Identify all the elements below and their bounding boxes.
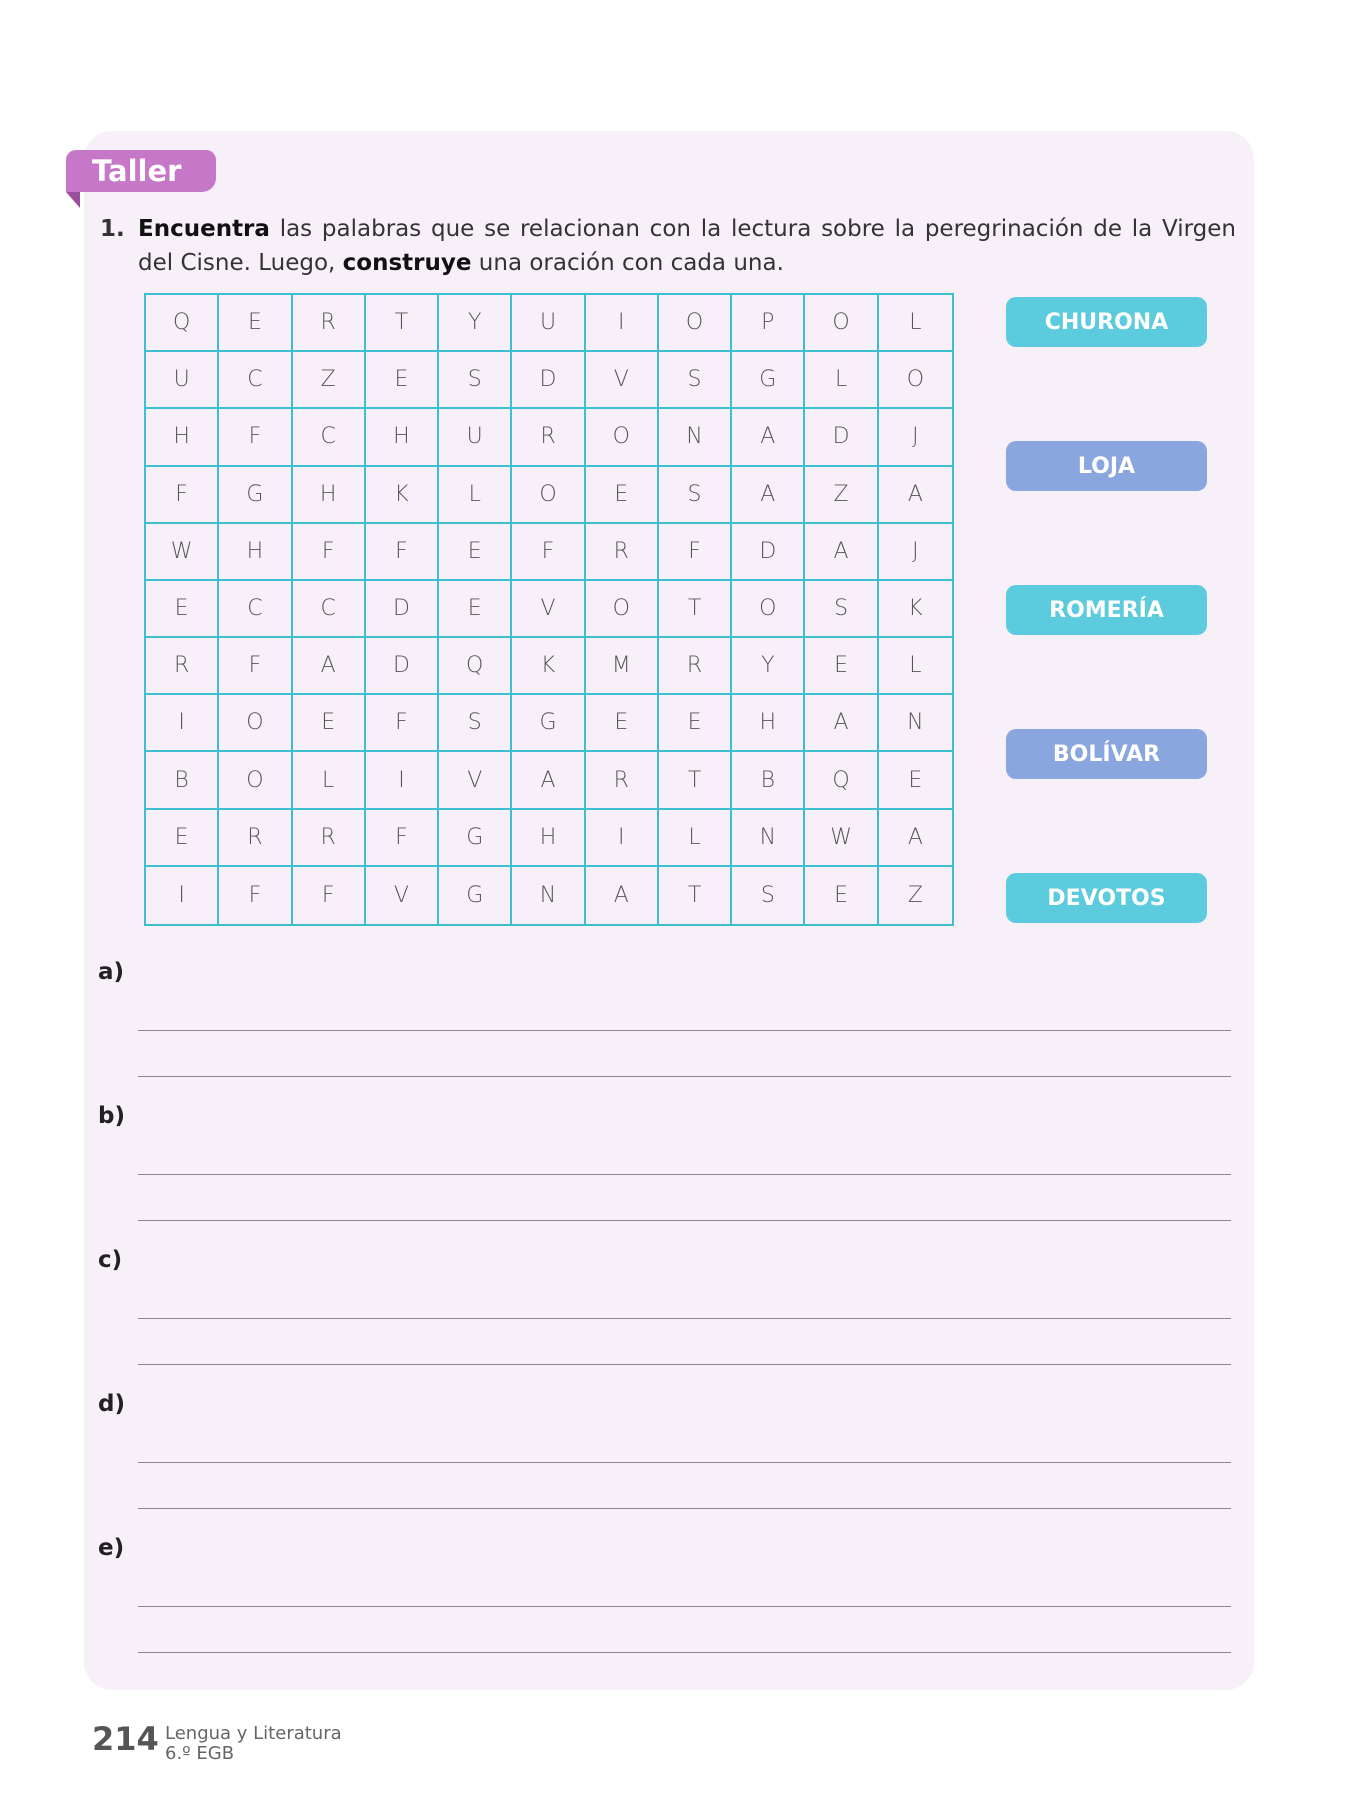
grid-cell[interactable]: N bbox=[879, 695, 952, 752]
grid-cell[interactable]: D bbox=[805, 409, 878, 466]
grid-cell[interactable]: W bbox=[805, 810, 878, 867]
word-label: LOJA bbox=[1006, 441, 1207, 491]
grid-cell[interactable]: F bbox=[146, 467, 219, 524]
grid-cell[interactable]: I bbox=[366, 752, 439, 809]
answer-label: c) bbox=[98, 1247, 123, 1273]
grid-cell[interactable]: R bbox=[293, 810, 366, 867]
grid-cell[interactable]: U bbox=[146, 352, 219, 409]
answer-line[interactable] bbox=[138, 1174, 1231, 1175]
exercise-instruction bbox=[100, 212, 1236, 280]
grid-cell[interactable]: O bbox=[219, 695, 292, 752]
grid-cell[interactable]: E bbox=[439, 581, 512, 638]
exercise-number: 1. bbox=[100, 216, 125, 242]
answer-line[interactable] bbox=[138, 1076, 1231, 1077]
answer-line[interactable] bbox=[138, 1318, 1231, 1319]
grid-cell[interactable]: A bbox=[293, 638, 366, 695]
grid-cell[interactable]: R bbox=[512, 409, 585, 466]
grid-cell[interactable]: H bbox=[219, 524, 292, 581]
grid-cell[interactable]: J bbox=[879, 409, 952, 466]
grid-cell[interactable]: O bbox=[732, 581, 805, 638]
grid-cell[interactable]: V bbox=[439, 752, 512, 809]
grid-cell[interactable]: Q bbox=[146, 295, 219, 352]
grid-cell[interactable]: T bbox=[659, 581, 732, 638]
grid-cell[interactable]: S bbox=[659, 352, 732, 409]
grid-cell[interactable]: B bbox=[146, 752, 219, 809]
grid-cell[interactable]: R bbox=[146, 638, 219, 695]
exercise-text-part2: una oración con cada una. bbox=[471, 250, 784, 276]
grid-cell[interactable]: Q bbox=[805, 752, 878, 809]
grid-cell[interactable]: B bbox=[732, 752, 805, 809]
tab-fold-decoration bbox=[66, 192, 80, 208]
grid-cell[interactable]: F bbox=[659, 524, 732, 581]
grid-cell[interactable]: K bbox=[512, 638, 585, 695]
answer-label: a) bbox=[98, 959, 125, 985]
grid-cell[interactable]: T bbox=[659, 867, 732, 924]
exercise-text-part1: las palabras que se relacionan con la lectura sobre la peregrinación de la Virgen del Cisne. Luego, bbox=[138, 216, 1236, 276]
grid-cell[interactable]: U bbox=[512, 295, 585, 352]
grid-cell[interactable]: D bbox=[366, 581, 439, 638]
grid-cell[interactable]: I bbox=[146, 867, 219, 924]
grid-cell[interactable]: A bbox=[732, 467, 805, 524]
grid-cell[interactable]: F bbox=[219, 867, 292, 924]
grid-cell[interactable]: E bbox=[659, 695, 732, 752]
grid-cell[interactable]: A bbox=[805, 695, 878, 752]
grid-cell[interactable]: O bbox=[805, 295, 878, 352]
answer-label: e) bbox=[98, 1535, 125, 1561]
page-number: 214 bbox=[92, 1720, 159, 1758]
grid-cell[interactable]: W bbox=[146, 524, 219, 581]
grid-cell[interactable]: L bbox=[879, 638, 952, 695]
grid-cell[interactable]: Z bbox=[293, 352, 366, 409]
grid-cell[interactable]: E bbox=[805, 638, 878, 695]
grid-cell[interactable]: G bbox=[732, 352, 805, 409]
exercise-text bbox=[138, 212, 1236, 280]
grid-cell[interactable]: N bbox=[732, 810, 805, 867]
exercise-verb-find: Encuentra bbox=[138, 216, 270, 242]
grid-cell[interactable]: Y bbox=[732, 638, 805, 695]
grid-cell[interactable]: G bbox=[439, 810, 512, 867]
grid-cell[interactable]: Z bbox=[907, 882, 923, 908]
grid-cell[interactable]: C bbox=[293, 581, 366, 638]
answer-label: d) bbox=[98, 1391, 125, 1417]
grid-cell[interactable]: O bbox=[879, 352, 952, 409]
grid-cell[interactable]: R bbox=[659, 638, 732, 695]
answer-line[interactable] bbox=[138, 1220, 1231, 1221]
grid-cell[interactable]: D bbox=[366, 638, 439, 695]
grid-cell[interactable]: R bbox=[293, 295, 366, 352]
grid-cell[interactable]: L bbox=[879, 295, 952, 352]
answer-line[interactable] bbox=[138, 1364, 1231, 1365]
grid-cell[interactable]: F bbox=[293, 867, 366, 924]
grid-cell[interactable]: D bbox=[732, 524, 805, 581]
grid-cell[interactable]: V bbox=[366, 867, 439, 924]
grid-cell[interactable]: E bbox=[366, 352, 439, 409]
grid-cell[interactable]: O bbox=[659, 295, 732, 352]
grid-cell[interactable]: O bbox=[586, 409, 659, 466]
grid-cell[interactable]: F bbox=[293, 524, 366, 581]
grid-cell[interactable]: U bbox=[439, 409, 512, 466]
grid-cell[interactable]: Z bbox=[805, 467, 878, 524]
workshop-tab bbox=[66, 150, 216, 192]
word-label: ROMERÍA bbox=[1006, 585, 1207, 635]
word-label: CHURONA bbox=[1006, 297, 1207, 347]
grid-cell[interactable]: F bbox=[219, 638, 292, 695]
grid-cell[interactable]: E bbox=[805, 867, 878, 924]
grid-cell[interactable]: V bbox=[512, 581, 585, 638]
word-label: BOLÍVAR bbox=[1006, 729, 1207, 779]
grid-cell[interactable]: J bbox=[879, 524, 952, 581]
grid-cell[interactable]: L bbox=[439, 467, 512, 524]
grid-cell[interactable]: R bbox=[219, 810, 292, 867]
grid-cell[interactable]: C bbox=[219, 581, 292, 638]
grid-cell[interactable]: L bbox=[293, 752, 366, 809]
grid-cell[interactable]: E bbox=[439, 524, 512, 581]
grid-cell[interactable]: A bbox=[879, 467, 952, 524]
answer-line[interactable] bbox=[138, 1606, 1231, 1607]
answer-line[interactable] bbox=[138, 1652, 1231, 1653]
answer-line[interactable] bbox=[138, 1508, 1231, 1509]
grid-cell[interactable]: E bbox=[586, 695, 659, 752]
grid-cell[interactable]: N bbox=[659, 409, 732, 466]
grid-cell[interactable]: O bbox=[586, 581, 659, 638]
grid-cell[interactable]: S bbox=[439, 352, 512, 409]
grid-cell[interactable]: A bbox=[586, 867, 659, 924]
grid-cell[interactable]: A bbox=[805, 524, 878, 581]
grid-cell[interactable]: T bbox=[366, 295, 439, 352]
grid-cell[interactable]: C bbox=[293, 409, 366, 466]
grid-cell[interactable]: E bbox=[586, 467, 659, 524]
grid-cell[interactable]: E bbox=[146, 810, 219, 867]
grid-cell[interactable]: S bbox=[732, 867, 805, 924]
exercise-verb-build: construye bbox=[342, 250, 472, 276]
grid-cell[interactable]: E bbox=[219, 295, 292, 352]
answer-line[interactable] bbox=[138, 1462, 1231, 1463]
grid-cell[interactable]: A bbox=[732, 409, 805, 466]
grid-cell[interactable]: V bbox=[586, 352, 659, 409]
grid-cell[interactable]: I bbox=[586, 810, 659, 867]
grid-cell[interactable]: R bbox=[586, 524, 659, 581]
grid-cell[interactable]: P bbox=[732, 295, 805, 352]
answer-label: b) bbox=[98, 1103, 125, 1129]
grid-cell[interactable]: E bbox=[879, 752, 952, 809]
grid-cell[interactable]: L bbox=[659, 810, 732, 867]
grid-cell[interactable]: E bbox=[146, 581, 219, 638]
grid-cell[interactable]: K bbox=[879, 581, 952, 638]
grade-level: 6.º EGB bbox=[165, 1743, 235, 1764]
grid-cell[interactable]: H bbox=[293, 467, 366, 524]
grid-cell[interactable]: F bbox=[366, 524, 439, 581]
grid-cell[interactable]: O bbox=[219, 752, 292, 809]
grid-cell[interactable]: H bbox=[512, 810, 585, 867]
grid-cell[interactable]: C bbox=[219, 352, 292, 409]
word-search-grid bbox=[144, 293, 954, 926]
grid-cell[interactable]: R bbox=[586, 752, 659, 809]
subject-name: Lengua y Literatura bbox=[165, 1723, 342, 1744]
grid-cell[interactable]: T bbox=[659, 752, 732, 809]
word-label: DEVOTOS bbox=[1006, 873, 1207, 923]
grid-cell[interactable]: M bbox=[586, 638, 659, 695]
grid-cell[interactable]: S bbox=[659, 467, 732, 524]
grid-cell[interactable]: I bbox=[146, 695, 219, 752]
grid-cell[interactable]: H bbox=[366, 409, 439, 466]
grid-cell[interactable]: D bbox=[512, 352, 585, 409]
grid-cell[interactable]: S bbox=[805, 581, 878, 638]
grid-cell[interactable]: A bbox=[512, 752, 585, 809]
answer-line[interactable] bbox=[138, 1030, 1231, 1031]
grid-cell[interactable]: I bbox=[586, 295, 659, 352]
footer-subject bbox=[165, 1724, 342, 1764]
grid-cell[interactable]: A bbox=[879, 810, 952, 867]
grid-cell[interactable]: O bbox=[512, 467, 585, 524]
grid-cell[interactable]: H bbox=[732, 695, 805, 752]
grid-cell[interactable]: H bbox=[146, 409, 219, 466]
grid-cell[interactable]: E bbox=[293, 695, 366, 752]
grid-cell[interactable]: Y bbox=[439, 295, 512, 352]
grid-cell[interactable]: S bbox=[439, 695, 512, 752]
grid-cell[interactable]: F bbox=[366, 810, 439, 867]
grid-cell[interactable]: G bbox=[512, 695, 585, 752]
grid-cell[interactable]: G bbox=[439, 867, 512, 924]
grid-cell[interactable]: Q bbox=[439, 638, 512, 695]
grid-cell[interactable]: F bbox=[219, 409, 292, 466]
grid-cell[interactable]: F bbox=[366, 695, 439, 752]
grid-cell[interactable]: N bbox=[512, 867, 585, 924]
tab-label: Taller bbox=[92, 154, 182, 188]
grid-cell[interactable]: K bbox=[366, 467, 439, 524]
grid-cell[interactable]: G bbox=[219, 467, 292, 524]
grid-cell[interactable]: L bbox=[805, 352, 878, 409]
grid-cell[interactable]: F bbox=[512, 524, 585, 581]
